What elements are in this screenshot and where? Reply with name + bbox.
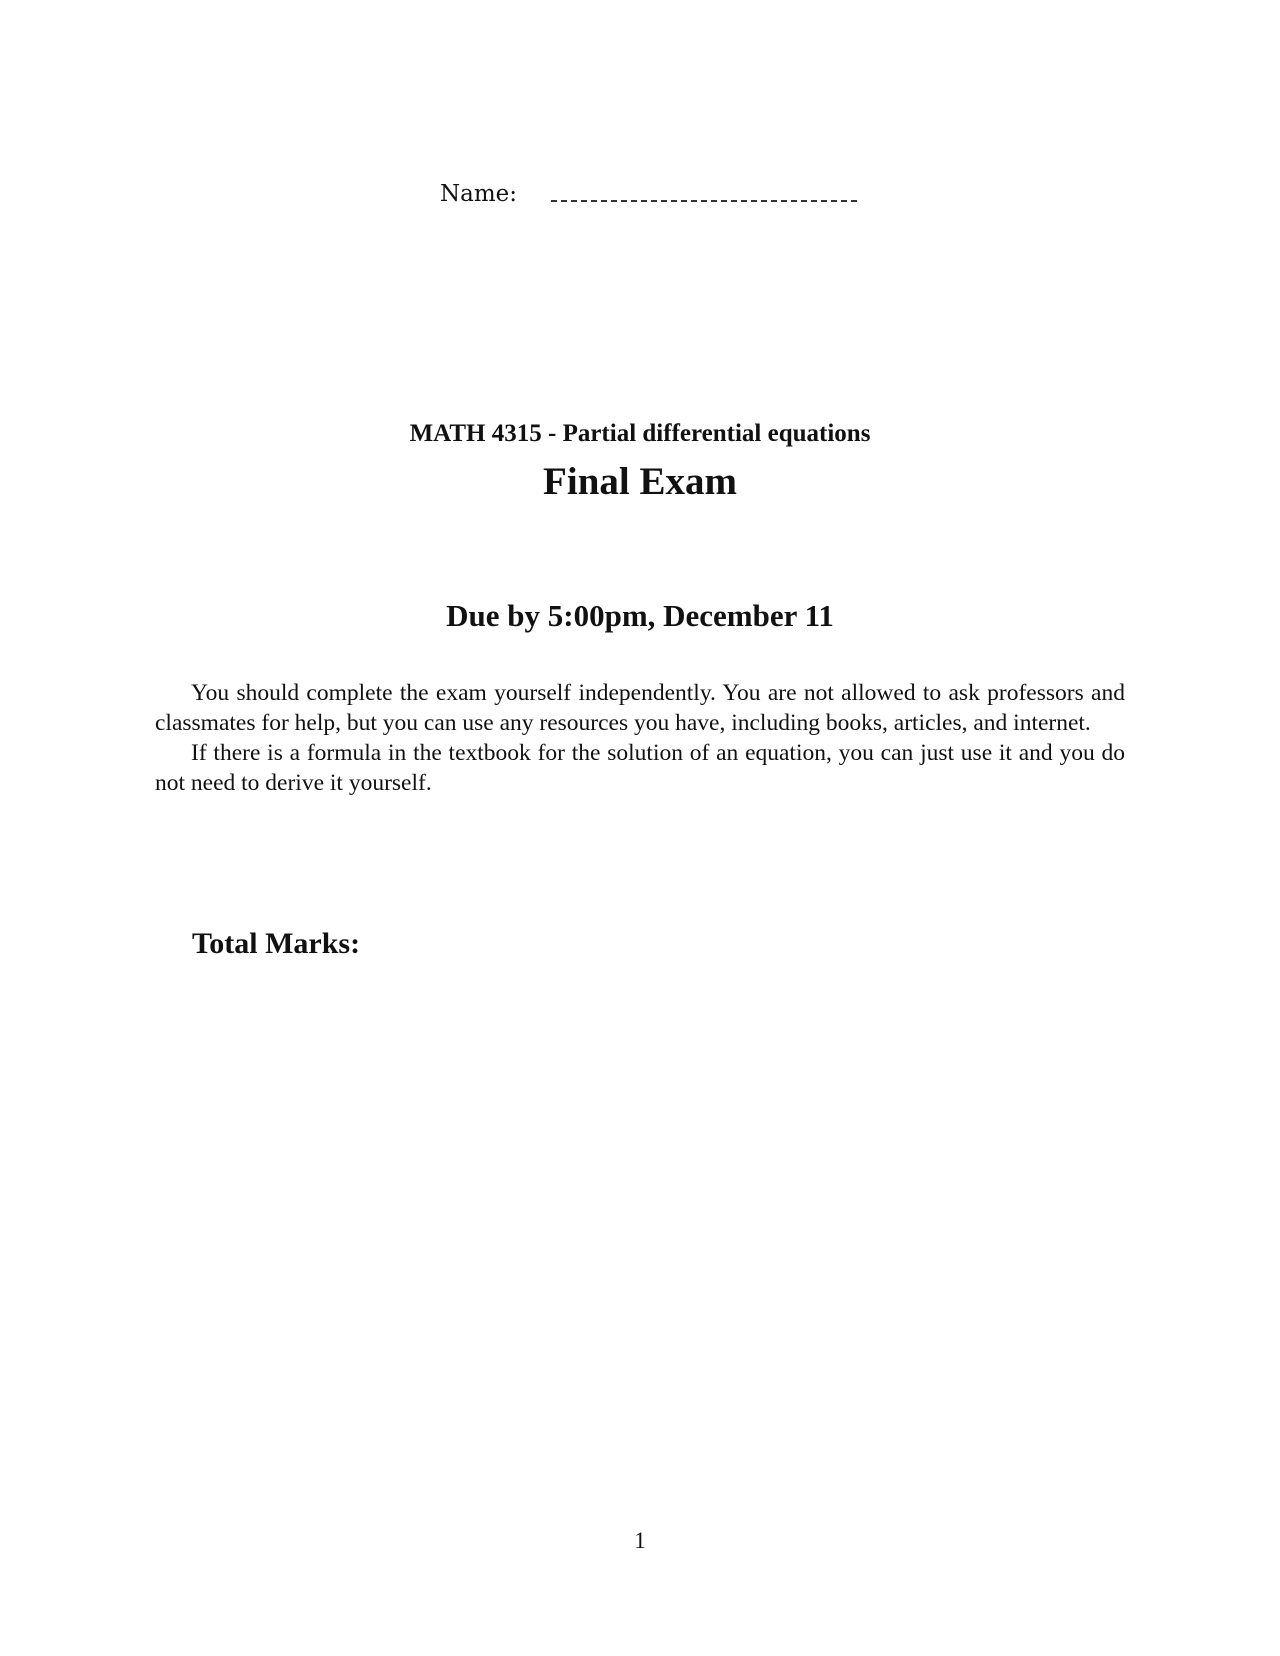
name-label: Name:: [440, 181, 518, 207]
course-title: MATH 4315 - Partial differential equations: [409, 420, 871, 447]
instructions-block: [155, 678, 1125, 798]
instructions-paragraph: If there is a formula in the textbook for the solution of an equation, you can just use it and you do not need to derive it yourself.: [155, 740, 1125, 796]
exam-title: Final Exam: [543, 460, 737, 503]
page-number: 1: [634, 1528, 646, 1553]
name-field-row: [440, 174, 880, 208]
due-date: Due by 5:00pm, December 11: [446, 598, 834, 633]
name-blank-line: [551, 200, 857, 202]
total-marks-label: Total Marks:: [192, 927, 361, 960]
instructions-paragraph: You should complete the exam yourself independently. You are not allowed to ask professors and classmates for help, but you can use any resources you have, including books, articles, and internet.: [155, 680, 1125, 736]
